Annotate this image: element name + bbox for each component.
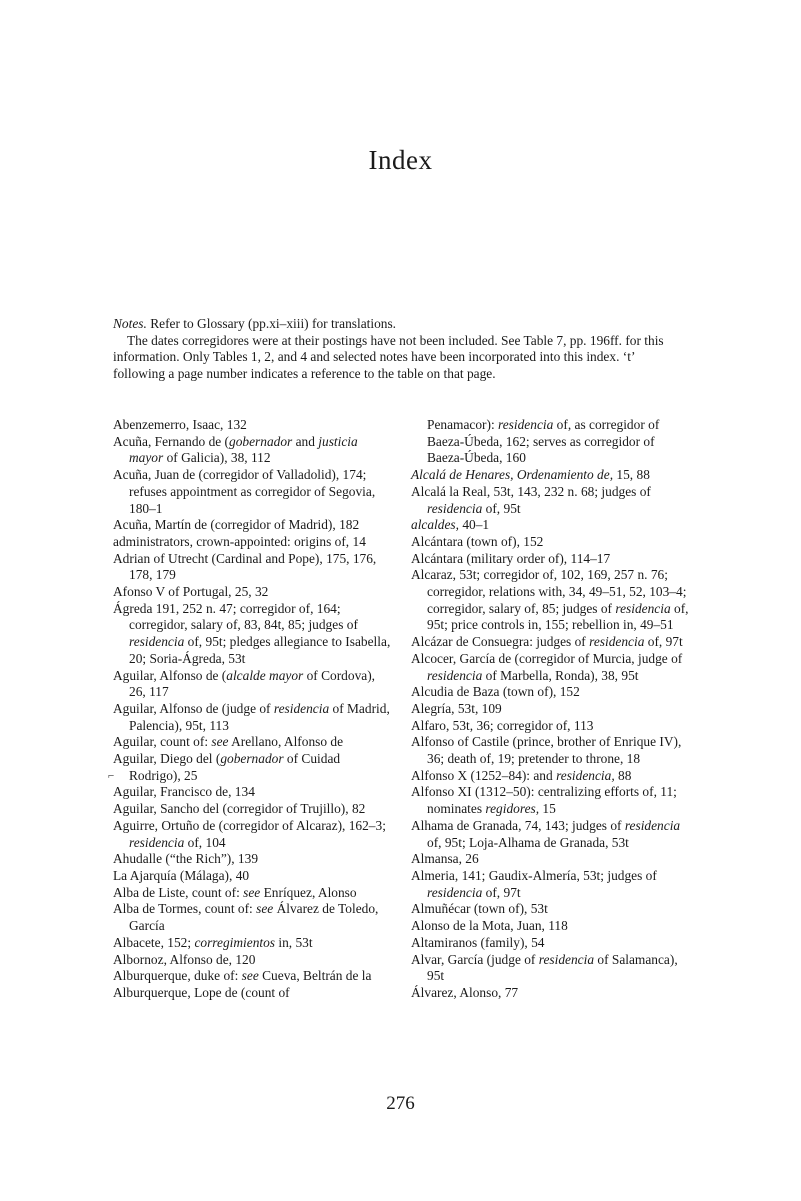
index-column-left [113, 417, 391, 1002]
index-entry-text: Abenzemerro, Isaac, 132 [113, 417, 247, 432]
index-entry-text: Alvar, García (judge of [411, 951, 539, 967]
index-entry [411, 484, 689, 517]
index-entry-text: Alburquerque, duke of: [113, 968, 242, 984]
index-entry [113, 968, 391, 985]
index-entry [411, 952, 689, 985]
index-entry-text: Álvarez de Toledo, García [129, 901, 379, 934]
index-entry-text: residencia [427, 667, 483, 683]
index-entry-text: Aguilar, Sancho del (corregidor of Trujillo), 82 [113, 801, 366, 817]
index-entry-text: Almuñécar (town of), 53t [411, 901, 548, 917]
index-entry [411, 517, 689, 534]
index-entry-text: Alfonso of Castile (prince, brother of Enrique IV), 36; death of, 19; pretender to throne, 18 [411, 734, 682, 767]
index-entry-text: see [241, 968, 259, 984]
notes-body: The dates corregidores were at their postings have not been included. See Table 7, pp. 196ff. for this information. Only Tables 1, 2, and 4 and selected notes have been incorporated into this index. ‘t’ following a page number indicates a reference to the table on that page. [113, 332, 664, 381]
index-entry-text: Alcudia de Baza (town of), 152 [411, 684, 580, 700]
index-entry-text: Alfaro, 53t, 36; corregidor of, 113 [411, 717, 594, 733]
index-entry-text: Alcalá de Henares, Ordenamiento de, [411, 467, 614, 483]
index-entry-text: of, 95t; pledges allegiance to Isabella, 20; Soria-Ágreda, 53t [129, 634, 391, 666]
index-entry [113, 751, 391, 784]
index-entry [113, 868, 391, 885]
index-entry-text: Alcántara (military order of), 114–17 [411, 550, 611, 566]
index-entry-text: of, 97t [644, 634, 683, 650]
index-entry-text: Alba de Liste, count of: [113, 884, 244, 900]
index-entry-text: see [243, 884, 261, 900]
index-entry-text: Albacete, 152; [113, 934, 195, 950]
index-entry [411, 935, 689, 952]
index-entry-text: residencia [273, 700, 330, 716]
index-entry-text: Alba de Tormes, count of: [113, 901, 257, 917]
index-entry [411, 985, 689, 1002]
index-entry-text: of Marbella, Ronda), 38, 95t [482, 667, 639, 683]
index-entry-text: 15, 88 [613, 467, 650, 483]
index-entry-text: residencia [427, 884, 483, 900]
index-entry-text: residencia [427, 500, 483, 516]
index-entry-text: Alonso de la Mota, Juan, 118 [411, 918, 568, 934]
index-entry-text: Aguilar, Francisco de, 134 [113, 784, 255, 800]
index-entry-text: residencia [129, 634, 185, 650]
index-entry-text: of Salamanca), 95t [427, 951, 678, 984]
index-entry-text: Alcántara (town of), 152 [411, 533, 544, 549]
index-entry-text: residencia [624, 817, 681, 833]
index-entry [113, 901, 391, 934]
index-entry [411, 918, 689, 935]
index-entry [113, 467, 391, 517]
index-entry-text: gobernador [229, 433, 293, 449]
index-entry-text: Arellano, Alfonso de [228, 734, 344, 750]
index-entry [411, 551, 689, 568]
index-entry-text: alcalde mayor [226, 667, 304, 683]
index-entry [411, 651, 689, 684]
index-entry-text: of, 104 [184, 834, 226, 850]
index-entry [113, 517, 391, 534]
index-entry [113, 668, 391, 701]
index-entry-text: Alfonso XI (1312–50): centralizing efforts of, 11; nominates [411, 784, 677, 817]
index-entry [113, 534, 391, 551]
index-entry-text: Almansa, 26 [411, 851, 479, 867]
index-entry-text: Acuña, Martín de (corregidor of Madrid), 182 [113, 517, 360, 533]
index-entry [113, 434, 391, 467]
index-entry [411, 684, 689, 701]
index-entry-text: of, 97t [482, 884, 521, 900]
page-title: Index [368, 145, 433, 175]
index-entry-text: Aguilar, Diego del ( [113, 751, 221, 767]
index-entry-text: Enríquez, Alonso [260, 884, 357, 900]
index-entry-text: 15 [539, 801, 556, 817]
index-entry [411, 417, 689, 467]
index-entry-text: Alcaraz, 53t; corregidor of, 102, 169, 257 n. 76; corregidor, relations with, 34, 49–51, 52, 103–4; corregidor, salary of, 85; judges of [411, 567, 687, 616]
page-number: 276 [386, 1093, 415, 1114]
notes-line1: Refer to Glossary (pp.xi–xiii) for translations. [146, 316, 397, 331]
index-entry-text: Aguilar, count of: [113, 734, 212, 750]
index-entry-text: residencia, [556, 767, 615, 783]
index-entry [411, 784, 689, 817]
index-entry-text: of, as corregidor of Baeza-Úbeda, 162; serves as corregidor of Baeza-Úbeda, 160 [427, 417, 660, 466]
index-entry [411, 901, 689, 918]
index-entry-text: Acuña, Fernando de ( [113, 433, 230, 449]
index-entry [411, 868, 689, 901]
index-entry [113, 818, 391, 851]
index-entry-text: of Cordova), 26, 117 [129, 667, 376, 700]
index-entry-text: gobernador [220, 751, 284, 767]
index-entry [113, 734, 391, 751]
index-entry-text: Alcázar de Consuegra: judges of [411, 634, 590, 650]
margin-mark: ⌐ [108, 770, 115, 782]
index-entry [411, 634, 689, 651]
index-entry-text: Ahudalle (“the Rich”), 139 [113, 851, 259, 867]
index-entry-text: Alegría, 53t, 109 [411, 700, 502, 716]
index-entry-text: residencia [129, 834, 185, 850]
index-entry-text: see [256, 901, 274, 917]
index-entry-text: in, 53t [275, 934, 313, 950]
index-entry-text: alcaldes, [411, 517, 459, 533]
index-entry-text: Aguilar, Alfonso de (judge of [113, 700, 274, 716]
index-entry-text: Penamacor): [427, 417, 499, 432]
index-entry [113, 851, 391, 868]
index-entry-text: of Madrid, Palencia), 95t, 113 [129, 700, 390, 733]
index-entry-text: administrators, crown-appointed: origins of, 14 [113, 533, 366, 549]
index-entry-text: residencia [589, 634, 645, 650]
index-entry-text: corregimientos [194, 934, 276, 950]
index-entry [411, 718, 689, 735]
index-notes [113, 316, 688, 382]
index-entry [113, 584, 391, 601]
index-entry-text: Cueva, Beltrán de la [258, 968, 372, 984]
index-entry [411, 768, 689, 785]
index-entry [113, 885, 391, 902]
index-entry-text: regidores, [485, 801, 540, 817]
notes-first-line [113, 316, 688, 333]
index-entry-text: Acuña, Juan de (corregidor of Valladolid), 174; refuses appointment as corregidor of Segovia, 180–1 [113, 467, 376, 516]
index-entry [411, 701, 689, 718]
notes-label: Notes. [113, 316, 147, 331]
index-entry-text: of, 95t; price controls in, 155; rebellion in, 49–51 [427, 600, 689, 633]
index-column-right [411, 417, 689, 1002]
index-entry [411, 534, 689, 551]
index-entry-text: 88 [614, 767, 632, 783]
index-entry [113, 801, 391, 818]
index-entry [113, 935, 391, 952]
index-entry-text: Altamiranos (family), 54 [411, 934, 545, 950]
index-entry-text: Alfonso X (1252–84): and [411, 767, 557, 783]
index-entry [411, 734, 689, 767]
index-entry-text: Afonso V of Portugal, 25, 32 [113, 584, 269, 600]
index-entry-text: Almeria, 141; Gaudix-Almería, 53t; judges of [411, 867, 657, 883]
index-entry-text: of Galicia), 38, 112 [163, 450, 271, 466]
index-entry-text: see [211, 734, 229, 750]
index-entry-text: of, 95t [482, 500, 521, 516]
index-entry-text: of, 95t; Loja-Alhama de Granada, 53t [427, 834, 629, 850]
index-entry [113, 417, 391, 434]
index-entry-text: Alcalá la Real, 53t, 143, 232 n. 68; judges of [411, 483, 651, 499]
index-entry [113, 985, 391, 1002]
index-entry-text: Ágreda 191, 252 n. 47; corregidor of, 164; corregidor, salary of, 83, 84t, 85; judges of [113, 600, 358, 633]
index-entry [113, 701, 391, 734]
index-entry-text: Albornoz, Alfonso de, 120 [113, 951, 256, 967]
index-entry-text: and [292, 433, 319, 449]
index-entry-text: Adrian of Utrecht (Cardinal and Pope), 175, 176, 178, 179 [113, 550, 377, 583]
index-entry-text: Alcocer, García de (corregidor of Murcia, judge of [411, 650, 683, 666]
index-entry [113, 784, 391, 801]
index-entry [113, 551, 391, 584]
index-entry-text: residencia [615, 600, 671, 616]
index-entry-text: Alburquerque, Lope de (count of [113, 984, 290, 1000]
index-entry-text: justicia mayor [129, 433, 358, 466]
index-entry-text: of Cuidad Rodrigo), 25 [129, 751, 341, 783]
index-entry-text: Aguilar, Alfonso de ( [113, 667, 227, 683]
index-entry [411, 467, 689, 484]
index-entry-text: Álvarez, Alonso, 77 [411, 984, 519, 1000]
index-entry [113, 952, 391, 969]
index-entry-text: Alhama de Granada, 74, 143; judges of [411, 817, 625, 833]
index-entry-text: La Ajarquía (Málaga), 40 [113, 867, 250, 883]
index-entry-text: Aguirre, Ortuño de (corregidor of Alcaraz), 162–3; [113, 817, 386, 833]
index-entry [411, 818, 689, 851]
index-entry-text: residencia [538, 951, 595, 967]
index-entry [113, 601, 391, 668]
index-entry [411, 567, 689, 634]
index-entry-text: residencia [498, 417, 554, 432]
index-entry [411, 851, 689, 868]
index-entry-text: 40–1 [458, 517, 490, 533]
